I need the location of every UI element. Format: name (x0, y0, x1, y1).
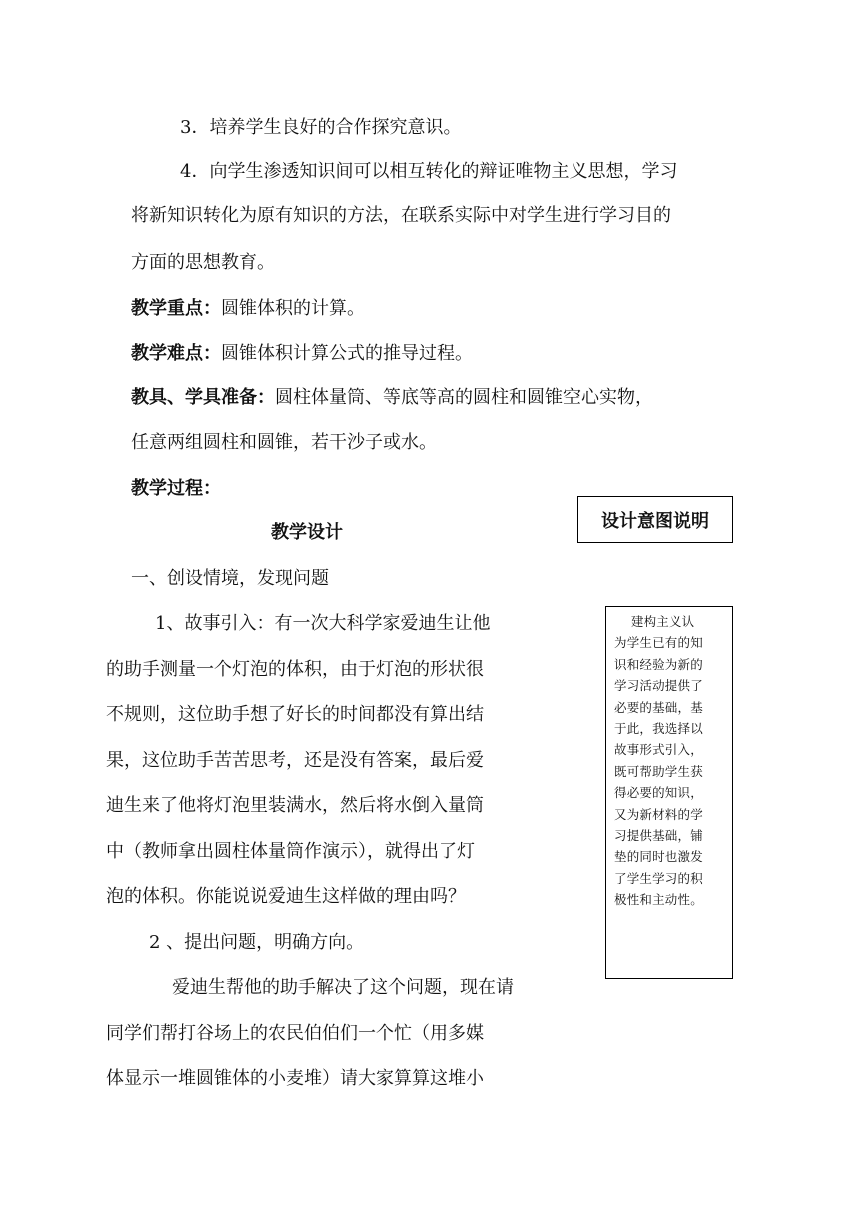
design-heading: 教学设计 (271, 522, 343, 543)
tools-label: 教具、学具准备： (131, 387, 275, 408)
note-line: 垫的同时也激发 (614, 849, 703, 865)
note-line: 既可帮助学生获 (614, 763, 703, 779)
section1-title: 一、创设情境，发现问题 (131, 568, 329, 589)
note-line: 了学生学习的积 (614, 870, 703, 886)
objective-3: 3．培养学生良好的合作探究意识。 (180, 117, 462, 138)
item-2: 2 、提出问题，明确方向。 (149, 932, 365, 953)
story-line-6: 中（教师拿出圆柱体量筒作演示），就得出了灯 (106, 841, 475, 862)
difficulty-label: 教学难点： (131, 343, 221, 364)
key-point-text: 圆锥体积的计算。 (221, 298, 365, 319)
story-line-3: 不规则，这位助手想了好长的时间都没有算出结 (106, 704, 484, 725)
tools-text-2: 任意两组圆柱和圆锥，若干沙子或水。 (131, 432, 437, 453)
note-line: 必要的基础，基 (614, 699, 703, 715)
tools-text-1: 圆柱体量筒、等底等高的圆柱和圆锥空心实物， (275, 387, 653, 408)
note-line: 又为新材料的学 (614, 806, 703, 822)
note-line: 习提供基础，铺 (614, 828, 703, 844)
para-line-3: 体显示一堆圆锥体的小麦堆）请大家算算这堆小 (106, 1068, 484, 1089)
key-point-label: 教学重点： (131, 298, 221, 319)
story-line-4: 果，这位助手苦苦思考，还是没有答案，最后爱 (106, 750, 484, 771)
objective-4-line2: 将新知识转化为原有知识的方法，在联系实际中对学生进行学习目的 (131, 205, 671, 226)
story-line-7: 泡的体积。你能说说爱迪生这样做的理由吗？ (106, 886, 466, 907)
note-line: 为学生已有的知 (614, 635, 703, 651)
intent-note-box (605, 606, 733, 979)
story-line-1: 1、故事引入：有一次大科学家爱迪生让他 (155, 613, 491, 634)
note-line: 识和经验为新的 (614, 656, 703, 672)
difficulty-line (131, 342, 473, 366)
note-line: 故事形式引入， (614, 742, 703, 758)
para-line-1: 爱迪生帮他的助手解决了这个问题，现在请 (172, 977, 514, 998)
note-line: 学习活动提供了 (614, 678, 703, 694)
intent-heading-box (577, 496, 733, 543)
objective-4-line3: 方面的思想教育。 (131, 252, 275, 273)
note-line: 于此，我选择以 (614, 721, 703, 737)
intent-heading: 设计意图说明 (601, 510, 709, 532)
story-line-5: 迪生来了他将灯泡里装满水，然后将水倒入量筒 (106, 795, 484, 816)
tools-line (131, 386, 653, 410)
process-label: 教学过程： (131, 478, 221, 499)
note-line: 极性和主动性。 (614, 892, 703, 908)
story-line-2: 的助手测量一个灯泡的体积，由于灯泡的形状很 (106, 659, 484, 680)
para-line-2: 同学们帮打谷场上的农民伯伯们一个忙（用多媒 (106, 1023, 484, 1044)
note-line: 得必要的知识， (614, 785, 703, 801)
difficulty-text: 圆锥体积计算公式的推导过程。 (221, 343, 473, 364)
note-line: 建构主义认 (614, 614, 695, 629)
objective-4-line1: 4．向学生渗透知识间可以相互转化的辩证唯物主义思想，学习 (180, 161, 678, 182)
key-point-line (131, 297, 365, 321)
